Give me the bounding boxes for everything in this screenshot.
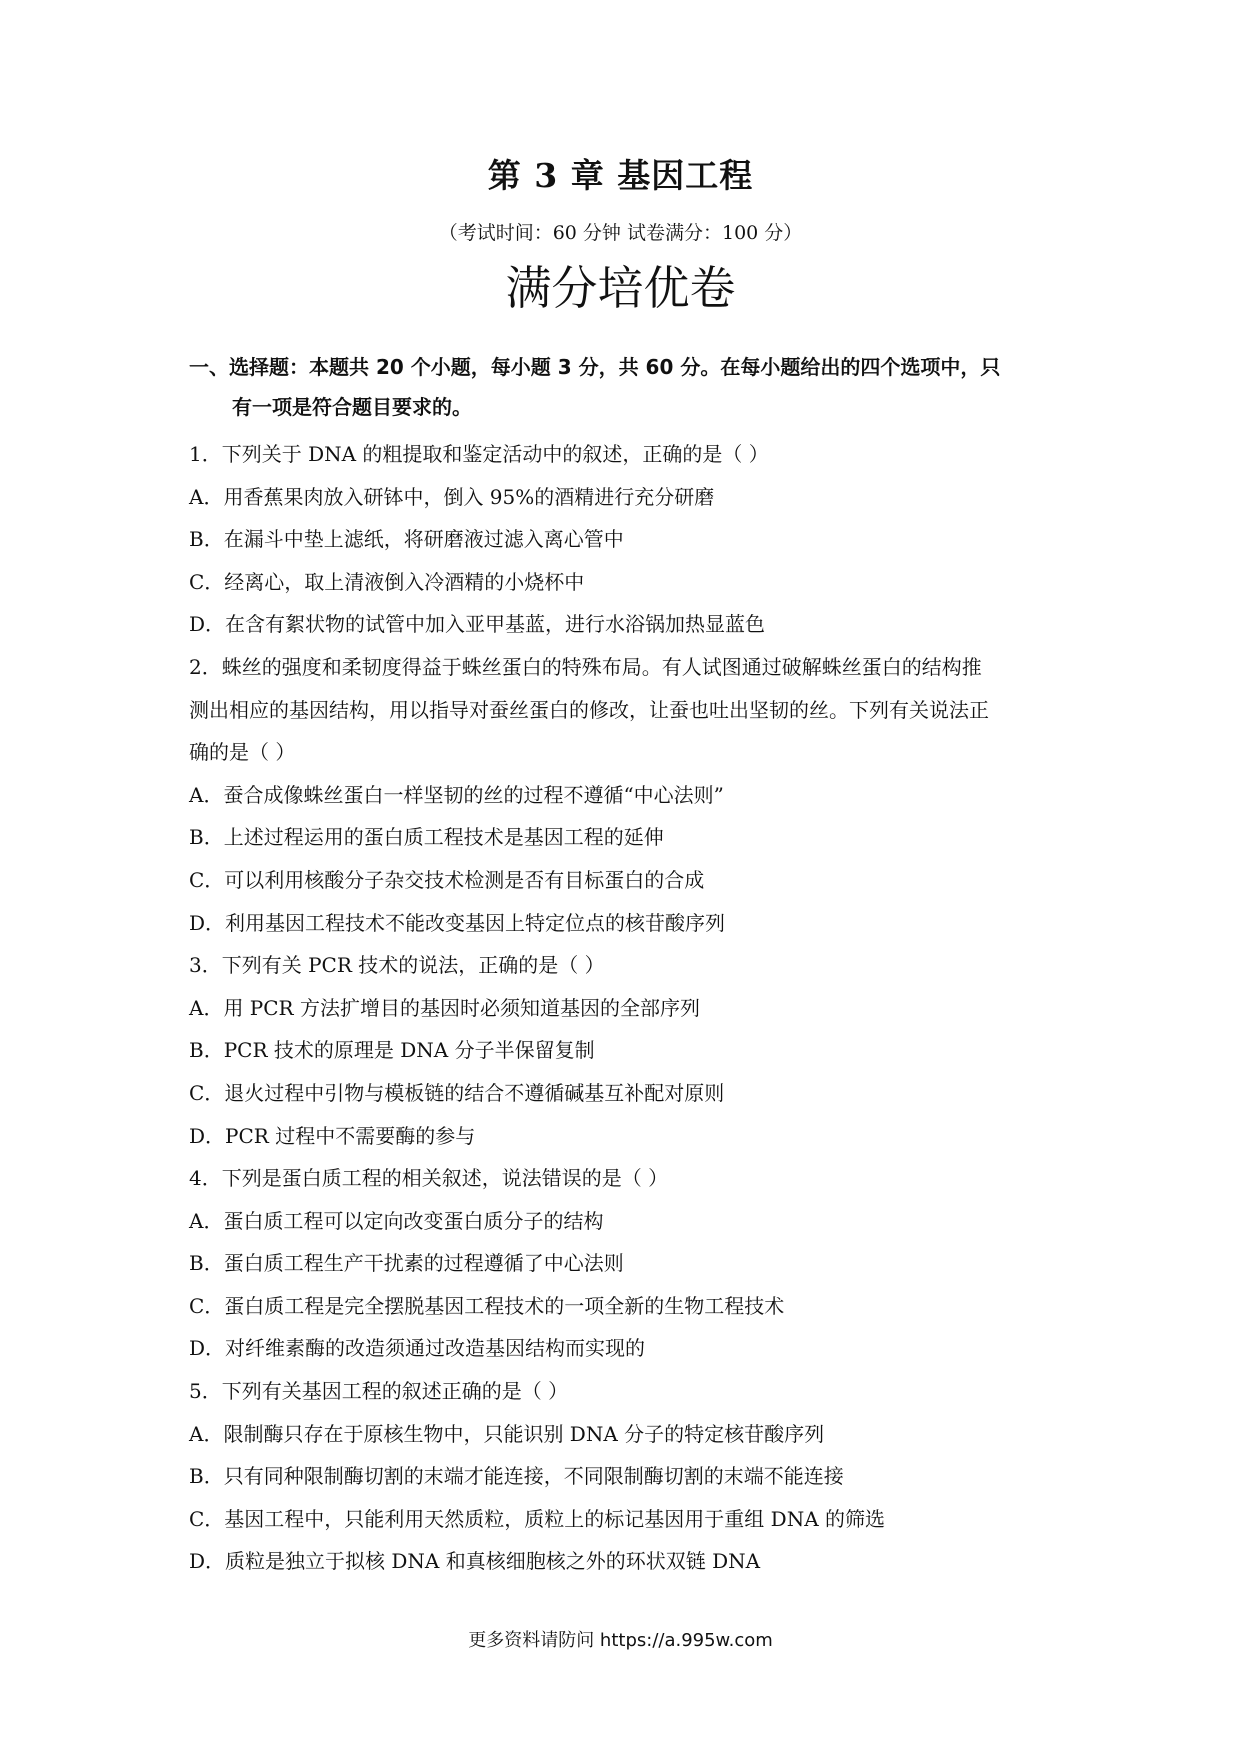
section-heading xyxy=(189,347,1069,427)
question-stem: 3．下列有关 PCR 技术的说法，正确的是（ ） xyxy=(189,953,605,978)
question-option: A．用 PCR 方法扩增目的基因时必须知道基因的全部序列 xyxy=(189,995,700,1020)
question-stem: 1．下列关于 DNA 的粗提取和鉴定活动中的叙述，正确的是（ ） xyxy=(189,442,769,466)
question-stem: 2．蛛丝的强度和柔韧度得益于蛛丝蛋白的特殊布局。有人试图通过破解蛛丝蛋白的结构推 xyxy=(189,654,982,679)
question-option: D．质粒是独立于拟核 DNA 和真核细胞核之外的环状双链 DNA xyxy=(189,1549,761,1574)
question-option: C．经离心，取上清液倒入冷酒精的小烧杯中 xyxy=(189,569,585,594)
section-heading-line: 一、选择题：本题共 20 个小题，每小题 3 分，共 60 分。在每小题给出的四个选项中，只 xyxy=(189,355,1001,379)
section-heading-line: 有一项是符合题目要求的。 xyxy=(232,395,472,419)
question-option: C．基因工程中，只能利用天然质粒，质粒上的标记基因用于重组 DNA 的筛选 xyxy=(189,1506,885,1531)
question-option: B．在漏斗中垫上滤纸，将研磨液过滤入离心管中 xyxy=(189,527,624,552)
question-option: C．蛋白质工程是完全摆脱基因工程技术的一项全新的生物工程技术 xyxy=(189,1293,785,1318)
question-option: A．蚕合成像蛛丝蛋白一样坚韧的丝的过程不遵循“中心法则” xyxy=(189,782,724,807)
question-option: B．只有同种限制酶切割的末端才能连接，不同限制酶切割的末端不能连接 xyxy=(189,1464,844,1489)
question-option: C．退火过程中引物与模板链的结合不遵循碱基互补配对原则 xyxy=(189,1080,725,1105)
question-option: B．上述过程运用的蛋白质工程技术是基因工程的延伸 xyxy=(189,825,664,850)
question-option: B．PCR 技术的原理是 DNA 分子半保留复制 xyxy=(189,1038,595,1063)
question-option: A．用香蕉果肉放入研钵中，倒入 95%的酒精进行充分研磨 xyxy=(189,484,715,509)
exam-info: （考试时间：60 分钟 试卷满分：100 分） xyxy=(438,222,803,244)
paper-title: 满分培优卷 xyxy=(505,261,736,315)
question-stem: 5．下列有关基因工程的叙述正确的是（ ） xyxy=(189,1379,569,1404)
question-option: D．PCR 过程中不需要酶的参与 xyxy=(189,1123,476,1148)
question-stem: 测出相应的基因结构，用以指导对蚕丝蛋白的修改，让蚕也吐出坚韧的丝。下列有关说法正 xyxy=(189,697,989,722)
question-option: D．利用基因工程技术不能改变基因上特定位点的核苷酸序列 xyxy=(189,910,726,935)
question-option: A．蛋白质工程可以定向改变蛋白质分子的结构 xyxy=(189,1208,604,1233)
question-option: C．可以利用核酸分子杂交技术检测是否有目标蛋白的合成 xyxy=(189,867,705,892)
chapter-title: 第 3 章 基因工程 xyxy=(487,156,754,195)
footer-link[interactable]: 更多资料请防问 https://a.995w.com xyxy=(468,1630,773,1651)
question-list xyxy=(189,433,1069,1583)
question-stem: 确的是（ ） xyxy=(189,740,296,765)
question-option: A．限制酶只存在于原核生物中，只能识别 DNA 分子的特定核苷酸序列 xyxy=(189,1421,825,1446)
question-option: B．蛋白质工程生产干扰素的过程遵循了中心法则 xyxy=(189,1251,624,1276)
question-stem: 4．下列是蛋白质工程的相关叙述，说法错误的是（ ） xyxy=(189,1166,669,1191)
question-option: D．在含有絮状物的试管中加入亚甲基蓝，进行水浴锅加热显蓝色 xyxy=(189,612,766,637)
question-option: D．对纤维素酶的改造须通过改造基因结构而实现的 xyxy=(189,1336,646,1361)
